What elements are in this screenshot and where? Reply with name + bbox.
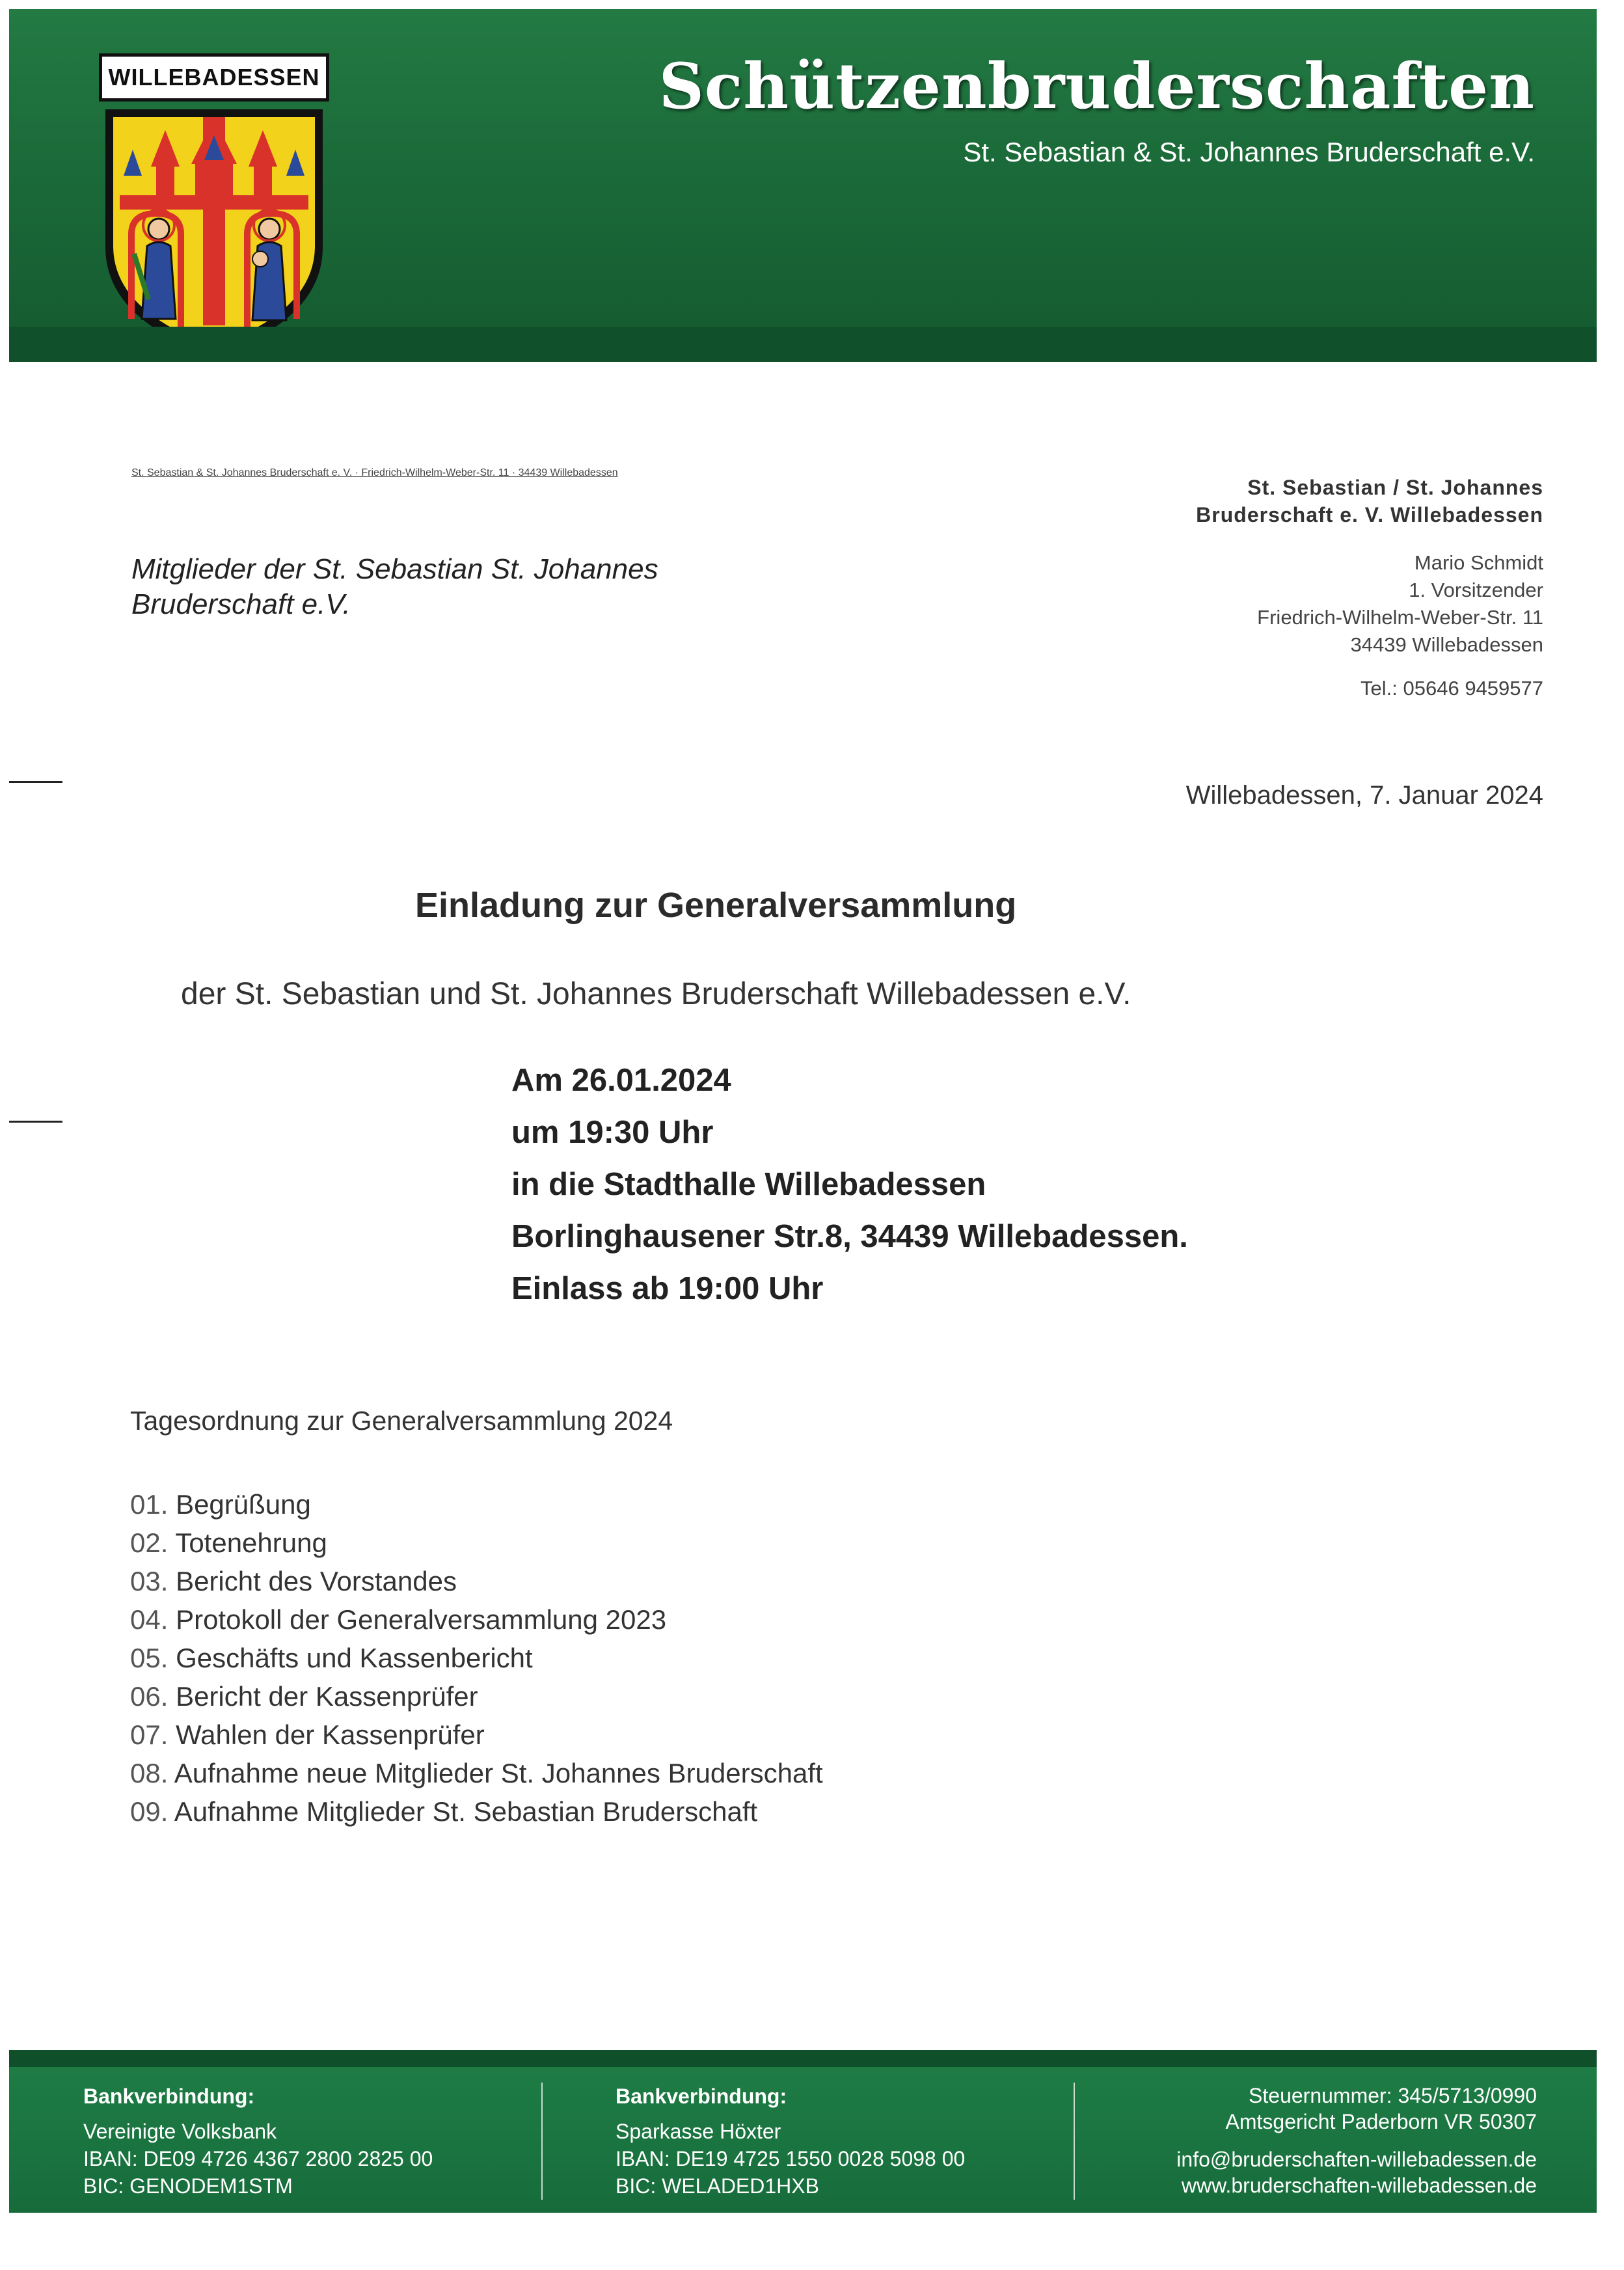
- recipient-line: Mitglieder der St. Sebastian St. Johannes: [131, 553, 658, 585]
- sender-role: 1. Vorsitzender: [1409, 579, 1543, 601]
- bank-heading: Bankverbindung:: [83, 2085, 255, 2108]
- event-venue: in die Stadthalle Willebadessen: [511, 1167, 986, 1202]
- agenda-item-number: 05.: [130, 1643, 169, 1673]
- agenda-item: [130, 1716, 823, 1754]
- bank-bic: BIC: WELADED1HXB: [616, 2174, 819, 2198]
- agenda-item: [130, 1485, 823, 1524]
- return-address-line: St. Sebastian & St. Johannes Bruderschaft e. V. · Friedrich-Wilhelm-Weber-Str. 11 · 34439 Willebadessen: [131, 467, 618, 478]
- agenda-item: [130, 1524, 823, 1562]
- sender-organization: Bruderschaft e. V. Willebadessen: [1196, 503, 1543, 526]
- event-admission: Einlass ab 19:00 Uhr: [511, 1271, 824, 1306]
- crest-shield-icon: [94, 104, 334, 361]
- fold-mark: [9, 1121, 62, 1123]
- sender-city: 34439 Willebadessen: [1350, 633, 1543, 656]
- letterhead-banner: [9, 9, 1597, 362]
- sender-street: Friedrich-Wilhelm-Weber-Str. 11: [1257, 606, 1543, 629]
- bank-bic: BIC: GENODEM1STM: [83, 2174, 293, 2198]
- agenda-item: [130, 1639, 823, 1677]
- agenda-item: [130, 1562, 823, 1600]
- footer-divider: [541, 2083, 543, 2200]
- footer-divider: [1074, 2083, 1075, 2200]
- tax-number: Steuernummer: 345/5713/0990: [1249, 2084, 1537, 2107]
- agenda-item-number: 08.: [130, 1758, 169, 1788]
- agenda-item-text: Aufnahme neue Mitglieder St. Johannes Bruderschaft: [174, 1758, 823, 1788]
- agenda-item: [130, 1792, 823, 1831]
- agenda-item-text: Aufnahme Mitglieder St. Sebastian Bruderschaft: [174, 1796, 758, 1827]
- bank-iban: IBAN: DE19 4725 1550 0028 5098 00: [616, 2147, 966, 2170]
- agenda-item-number: 06.: [130, 1681, 169, 1712]
- organization-info: [1176, 2083, 1537, 2198]
- agenda-item: [130, 1600, 823, 1639]
- agenda-item: [130, 1677, 823, 1716]
- agenda-item-text: Bericht des Vorstandes: [176, 1566, 457, 1596]
- agenda-item-number: 04.: [130, 1604, 169, 1635]
- contact-email[interactable]: info@bruderschaften-willebadessen.de: [1176, 2148, 1537, 2171]
- sender-phone: Tel.: 05646 9459577: [1360, 677, 1543, 700]
- bank-heading: Bankverbindung:: [616, 2085, 787, 2108]
- agenda-item-text: Bericht der Kassenprüfer: [176, 1681, 478, 1712]
- sender-organization: St. Sebastian / St. Johannes: [1247, 476, 1543, 499]
- agenda-item-number: 03.: [130, 1566, 169, 1596]
- agenda-item-text: Begrüßung: [176, 1489, 311, 1520]
- sender-name: Mario Schmidt: [1414, 551, 1543, 574]
- letter-footer: [9, 2050, 1597, 2213]
- fold-mark: [9, 781, 62, 783]
- recipient-line: Bruderschaft e.V.: [131, 588, 351, 620]
- agenda-item-number: 09.: [130, 1796, 169, 1827]
- organization-subtitle: St. Sebastian & St. Johannes Bruderschaft e.V.: [963, 137, 1535, 167]
- agenda-item-number: 01.: [130, 1489, 169, 1520]
- letter-subtitle: der St. Sebastian und St. Johannes Bruderschaft Willebadessen e.V.: [181, 977, 1131, 1011]
- register-court: Amtsgericht Paderborn VR 50307: [1225, 2110, 1537, 2133]
- bank-name: Sparkasse Höxter: [616, 2120, 781, 2143]
- agenda-list: [130, 1485, 823, 1831]
- event-date: Am 26.01.2024: [511, 1063, 731, 1098]
- agenda-item-number: 07.: [130, 1719, 169, 1750]
- footer-top-band: [9, 2050, 1597, 2067]
- recipient-block: [131, 552, 717, 622]
- crest-label: WILLEBADESSEN: [99, 53, 329, 102]
- letter-date: Willebadessen, 7. Januar 2024: [1185, 781, 1543, 810]
- website-link[interactable]: www.bruderschaften-willebadessen.de: [1181, 2174, 1537, 2197]
- bank-details-sparkasse: [616, 2083, 965, 2200]
- header-bottom-band: [9, 327, 1597, 362]
- event-address: Borlinghausener Str.8, 34439 Willebadessen.: [511, 1219, 1188, 1254]
- bank-name: Vereinigte Volksbank: [83, 2120, 277, 2143]
- bank-iban: IBAN: DE09 4726 4367 2800 2825 00: [83, 2147, 433, 2170]
- sender-block: [1196, 474, 1543, 700]
- agenda-item-text: Protokoll der Generalversammlung 2023: [176, 1604, 667, 1635]
- agenda-item: [130, 1754, 823, 1792]
- bank-details-volksbank: [83, 2083, 433, 2200]
- agenda-item-text: Wahlen der Kassenprüfer: [176, 1719, 485, 1750]
- letter-title: Einladung zur Generalversammlung: [415, 886, 1017, 925]
- agenda-item-number: 02.: [130, 1527, 169, 1558]
- agenda-item-text: Totenehrung: [175, 1527, 327, 1558]
- event-details: [511, 1054, 1188, 1315]
- agenda-item-text: Geschäfts und Kassenbericht: [176, 1643, 533, 1673]
- event-time: um 19:30 Uhr: [511, 1115, 714, 1150]
- coat-of-arms: [94, 48, 334, 361]
- sender-address: [1196, 549, 1543, 659]
- organization-title: Schützenbruderschaften: [658, 49, 1535, 123]
- agenda-title: Tagesordnung zur Generalversammlung 2024: [130, 1406, 673, 1436]
